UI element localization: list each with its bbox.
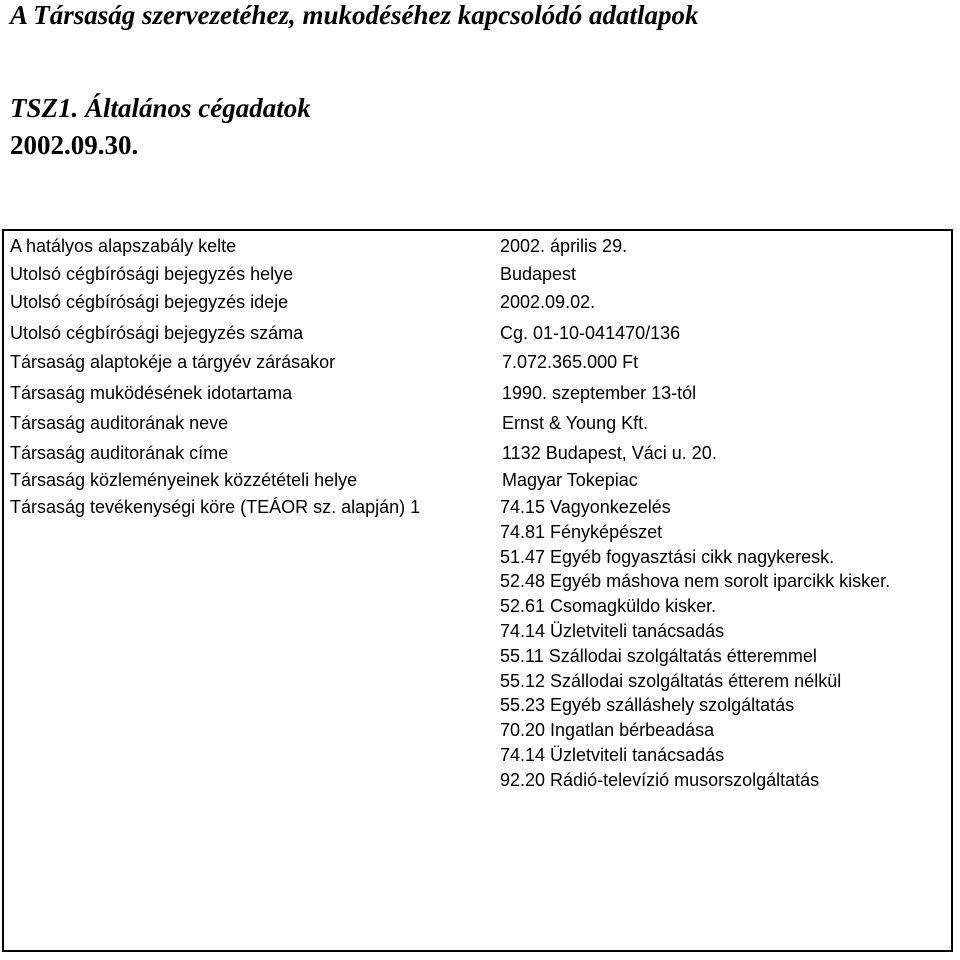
activity-item: 51.47 Egyéb fogyasztási cikk nagykeresk. — [500, 546, 835, 567]
activity-item: 52.48 Egyéb máshova nem sorolt iparcikk kisker. — [500, 571, 891, 592]
activity-item: 74.15 Vagyonkezelés — [500, 497, 671, 517]
activity-item: 92.20 Rádió-televízió musorszolgáltatás — [500, 769, 820, 790]
field-value: Magyar Tokepiac — [502, 470, 638, 490]
field-value: 1132 Budapest, Váci u. 20. — [502, 443, 717, 463]
field-value: Ernst & Young Kft. — [502, 413, 649, 433]
field-value: 7.072.365.000 Ft — [502, 352, 639, 372]
activity-item: 74.14 Üzletviteli tanácsadás — [500, 744, 725, 765]
field-label: Utolsó cégbírósági bejegyzés helye — [10, 264, 294, 284]
report-date: 2002.09.30. — [10, 130, 139, 160]
activity-item: 70.20 Ingatlan bérbeadása — [500, 720, 715, 741]
activity-item: 74.14 Üzletviteli tanácsadás — [500, 620, 725, 641]
field-value: Cg. 01-10-041470/136 — [500, 323, 681, 343]
field-label: Társaság alaptokéje a tárgyév zárásakor — [10, 352, 336, 372]
activities-label: Társaság tevékenységi köre (TEÁOR sz. alapján) 1 — [10, 497, 421, 517]
field-label: Társaság auditorának címe — [10, 443, 229, 463]
field-value: 2002. április 29. — [500, 236, 628, 256]
field-label: Társaság auditorának neve — [10, 413, 229, 433]
activity-item: 55.23 Egyéb szálláshely szolgáltatás — [500, 695, 795, 716]
field-label: Utolsó cégbírósági bejegyzés ideje — [10, 292, 289, 312]
document-title: A Társaság szervezetéhez, mukodéséhez kapcsolódó adatlapok — [10, 0, 699, 30]
field-value: 1990. szeptember 13-tól — [502, 383, 697, 403]
field-value: 2002.09.02. — [500, 292, 596, 312]
activities-list — [500, 495, 940, 793]
activity-item: 52.61 Csomagküldo kisker. — [500, 596, 717, 617]
activity-item: 74.81 Fényképészet — [500, 521, 663, 542]
field-label: A hatályos alapszabály kelte — [10, 236, 237, 256]
field-value: Budapest — [500, 264, 577, 284]
activity-item: 55.12 Szállodai szolgáltatás étterem nélkül — [500, 670, 842, 691]
field-label: Társaság közleményeinek közzétételi helye — [10, 470, 358, 490]
activity-item: 55.11 Szállodai szolgáltatás étteremmel — [500, 645, 817, 666]
field-label: Utolsó cégbírósági bejegyzés száma — [10, 323, 304, 343]
company-data-table — [2, 229, 953, 952]
section-title: TSZ1. Általános cégadatok — [10, 93, 311, 123]
field-label: Társaság muködésének idotartama — [10, 383, 293, 403]
